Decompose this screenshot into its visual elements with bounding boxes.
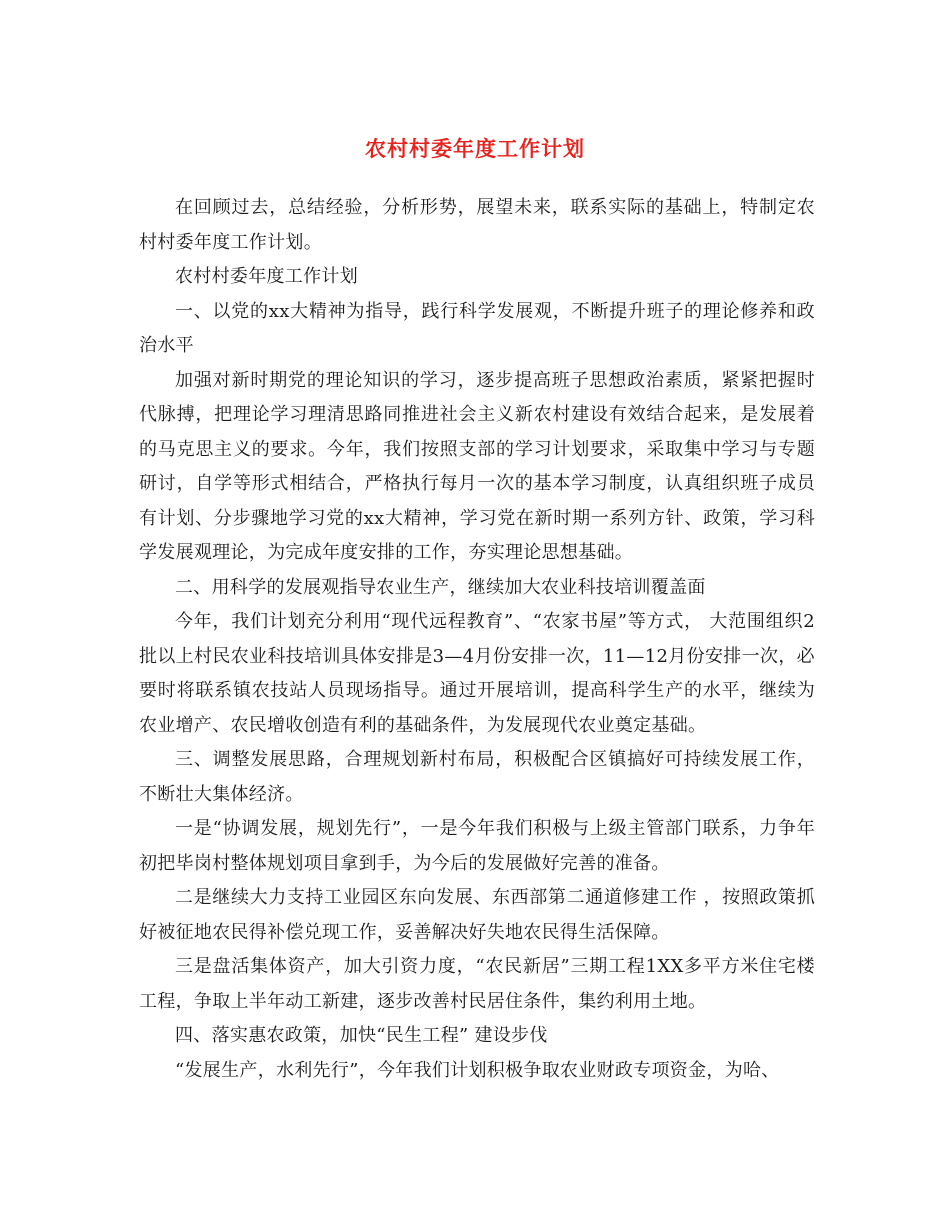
paragraph-intro: 在回顾过去，总结经验，分析形势，展望未来，联系实际的基础上，特制定农村村委年度工作计划。 xyxy=(139,197,815,253)
paragraph-item-1: 一是“协调发展，规划先行”，一是今年我们积极与上级主管部门联系，力争年初把毕岗村整体规划项目拿到手，为今后的发展做好完善的准备。 xyxy=(139,818,815,874)
paragraph-item-3: 三是盘活集体资产，加大引资力度，“农民新居”三期工程1XX多平方米住宅楼工程，争取上半年动工新建，逐步改善村民居住条件，集约利用土地。 xyxy=(139,956,815,1012)
section-heading-2: 二、用科学的发展观指导农业生产，继续加大农业科技培训覆盖面 xyxy=(175,576,706,598)
paragraph-subtitle: 农村村委年度工作计划 xyxy=(175,266,358,287)
paragraph-study: 加强对新时期党的理论知识的学习，逐步提高班子思想政治素质，紧紧把握时代脉搏，把理论学习理清思路同推进社会主义新农村建设有效结合起来，是发展着的马克思主义的要求。今年，我们按照支部的学习计划要求，采取集中学习与专题研讨，自学等形式相结合，严格执行每月一次的基本学习制度，认真组织班子成员有计划、分步骤地学习党的xx大精神，学习党在新时期一系列方针、政策，学习科学发展观理论，为完成年度安排的工作，夯实理论思想基础。 xyxy=(139,369,815,563)
paragraph-training: 今年，我们计划充分利用“现代远程教育”、“农家书屋”等方式， 大范围组织2批以上村民农业科技培训具体安排是3—4月份安排一次，11—12月份安排一次，必要时将联系镇农技站人员现场指导。通过开展培训，提高科学生产的水平，继续为农业增产、农民增收创造有利的基础条件，为发展现代农业奠定基础。 xyxy=(139,611,815,736)
section-heading-1: 一、以党的xx大精神为指导，践行科学发展观，不断提升班子的理论修养和政治水平 xyxy=(139,300,815,356)
section-heading-3: 三、调整发展思路，合理规划新村布局，积极配合区镇搞好可持续发展工作，不断壮大集体经济。 xyxy=(139,749,815,805)
paragraph-item-2: 二是继续大力支持工业园区东向发展、东西部第二通道修建工作 ，按照政策抓好被征地农民得补偿兑现工作，妥善解决好失地农民得生活保障。 xyxy=(139,887,815,943)
section-heading-4: 四、落实惠农政策，加快“民生工程” 建设步伐 xyxy=(175,1025,548,1046)
paragraph-water: “发展生产，水利先行”，今年我们计划积极争取农业财政专项资金，为哈、 xyxy=(175,1059,780,1081)
document-title: 农村村委年度工作计划 xyxy=(365,136,585,162)
document-body xyxy=(139,191,815,1088)
